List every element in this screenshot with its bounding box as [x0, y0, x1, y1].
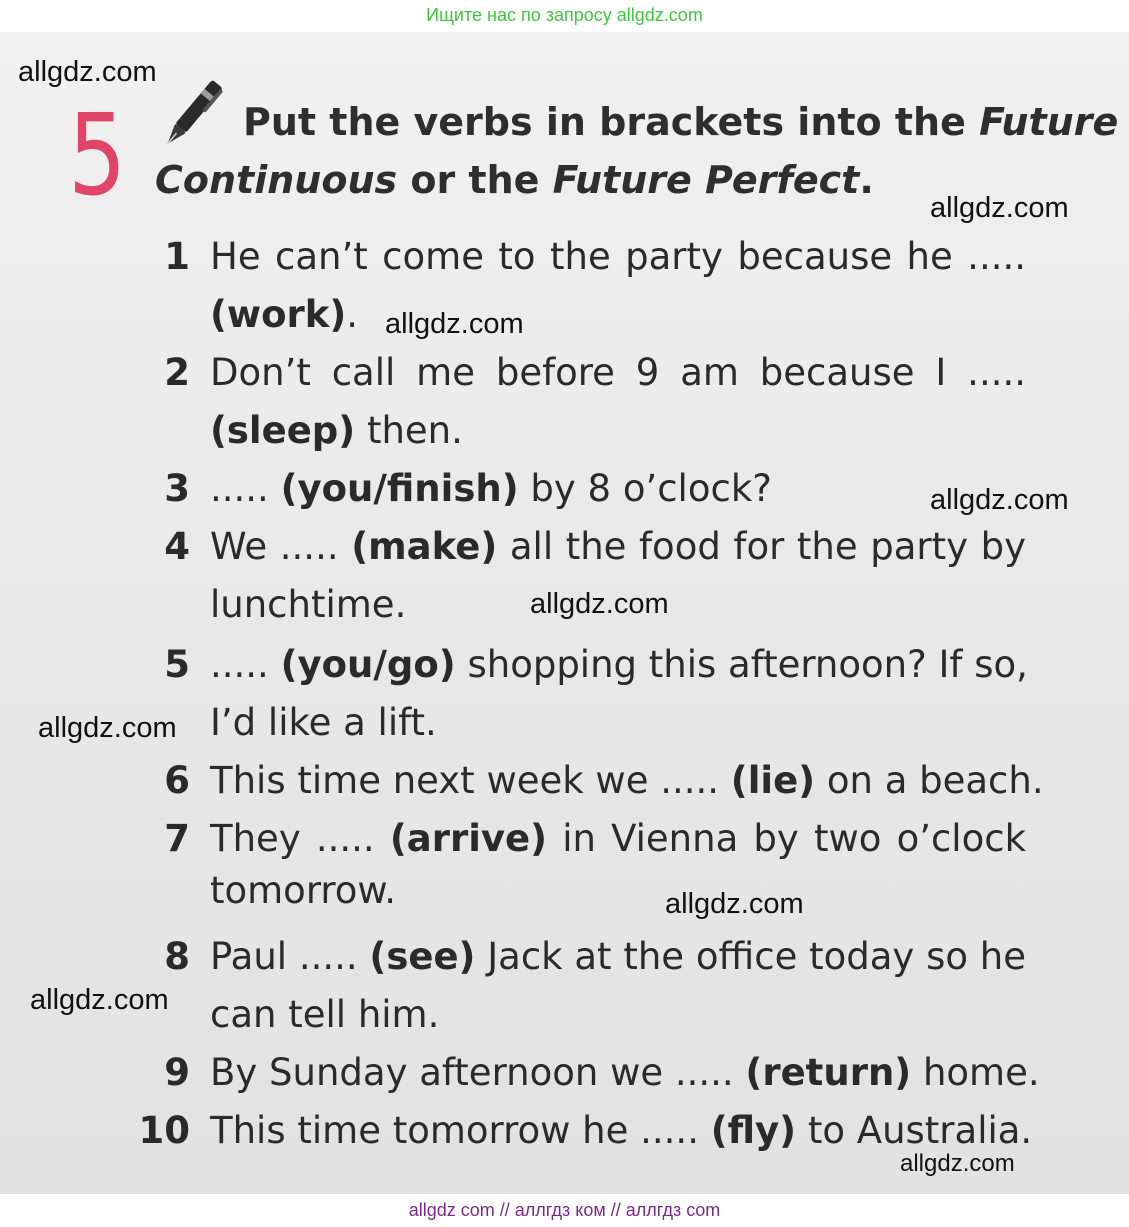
item-text-line2: (work).: [210, 293, 359, 336]
watermark: allgdz.com: [665, 888, 804, 920]
item-text: Don’t call me before 9 am because I .....: [210, 351, 1026, 394]
watermark: allgdz.com: [385, 308, 524, 340]
item-number: 6: [164, 759, 190, 802]
watermark: allgdz.com: [930, 192, 1069, 224]
instruction-line-1: Put the verbs in brackets into the Future: [243, 100, 1119, 144]
watermark: allgdz.com: [900, 1150, 1015, 1177]
watermark: allgdz.com: [530, 588, 669, 620]
item-number: 10: [138, 1109, 190, 1152]
item-number: 4: [164, 525, 190, 568]
item-text: By Sunday afternoon we ..... (return) home.: [210, 1051, 1040, 1094]
bottom-banner: allgdz com // аллгдз ком // аллгдз com: [408, 1200, 721, 1220]
exercise-number: 5: [68, 91, 127, 221]
item-number: 9: [164, 1051, 190, 1094]
watermark: allgdz.com: [18, 56, 157, 88]
item-text: Paul ..... (see) Jack at the office today so he: [210, 935, 1026, 978]
item-text-line2: tomorrow.: [210, 869, 397, 912]
item-number: 7: [164, 817, 190, 860]
item-text: This time next week we ..... (lie) on a beach.: [210, 759, 1044, 802]
item-text: This time tomorrow he ..... (fly) to Australia.: [210, 1109, 1033, 1152]
item-text: ..... (you/go) shopping this afternoon? If so,: [210, 643, 1028, 686]
textbook-page: [0, 32, 1129, 1194]
item-number: 3: [164, 467, 190, 510]
watermark: allgdz.com: [930, 484, 1069, 516]
item-text: He can’t come to the party because he .....: [210, 235, 1026, 278]
item-text-line2: lunchtime.: [210, 583, 407, 626]
item-text-line2: can tell him.: [210, 993, 440, 1036]
watermark: allgdz.com: [38, 712, 177, 744]
item-number: 1: [164, 235, 190, 278]
item-text-line2: I’d like a lift.: [210, 701, 437, 744]
pen-icon: [150, 72, 230, 162]
item-text: They ..... (arrive) in Vienna by two o’clock: [210, 817, 1026, 860]
instruction-line-2: Continuous or the Future Perfect.: [155, 158, 874, 202]
watermark: allgdz.com: [30, 984, 169, 1016]
item-number: 8: [164, 935, 190, 978]
item-text-line2: (sleep) then.: [210, 409, 463, 452]
item-text: ..... (you/finish) by 8 o’clock?: [210, 467, 772, 510]
item-text: We ..... (make) all the food for the party by: [210, 525, 1026, 568]
top-banner: Ищите нас по запросу allgdz.com: [426, 5, 703, 25]
item-number: 5: [164, 643, 190, 686]
item-number: 2: [164, 351, 190, 394]
